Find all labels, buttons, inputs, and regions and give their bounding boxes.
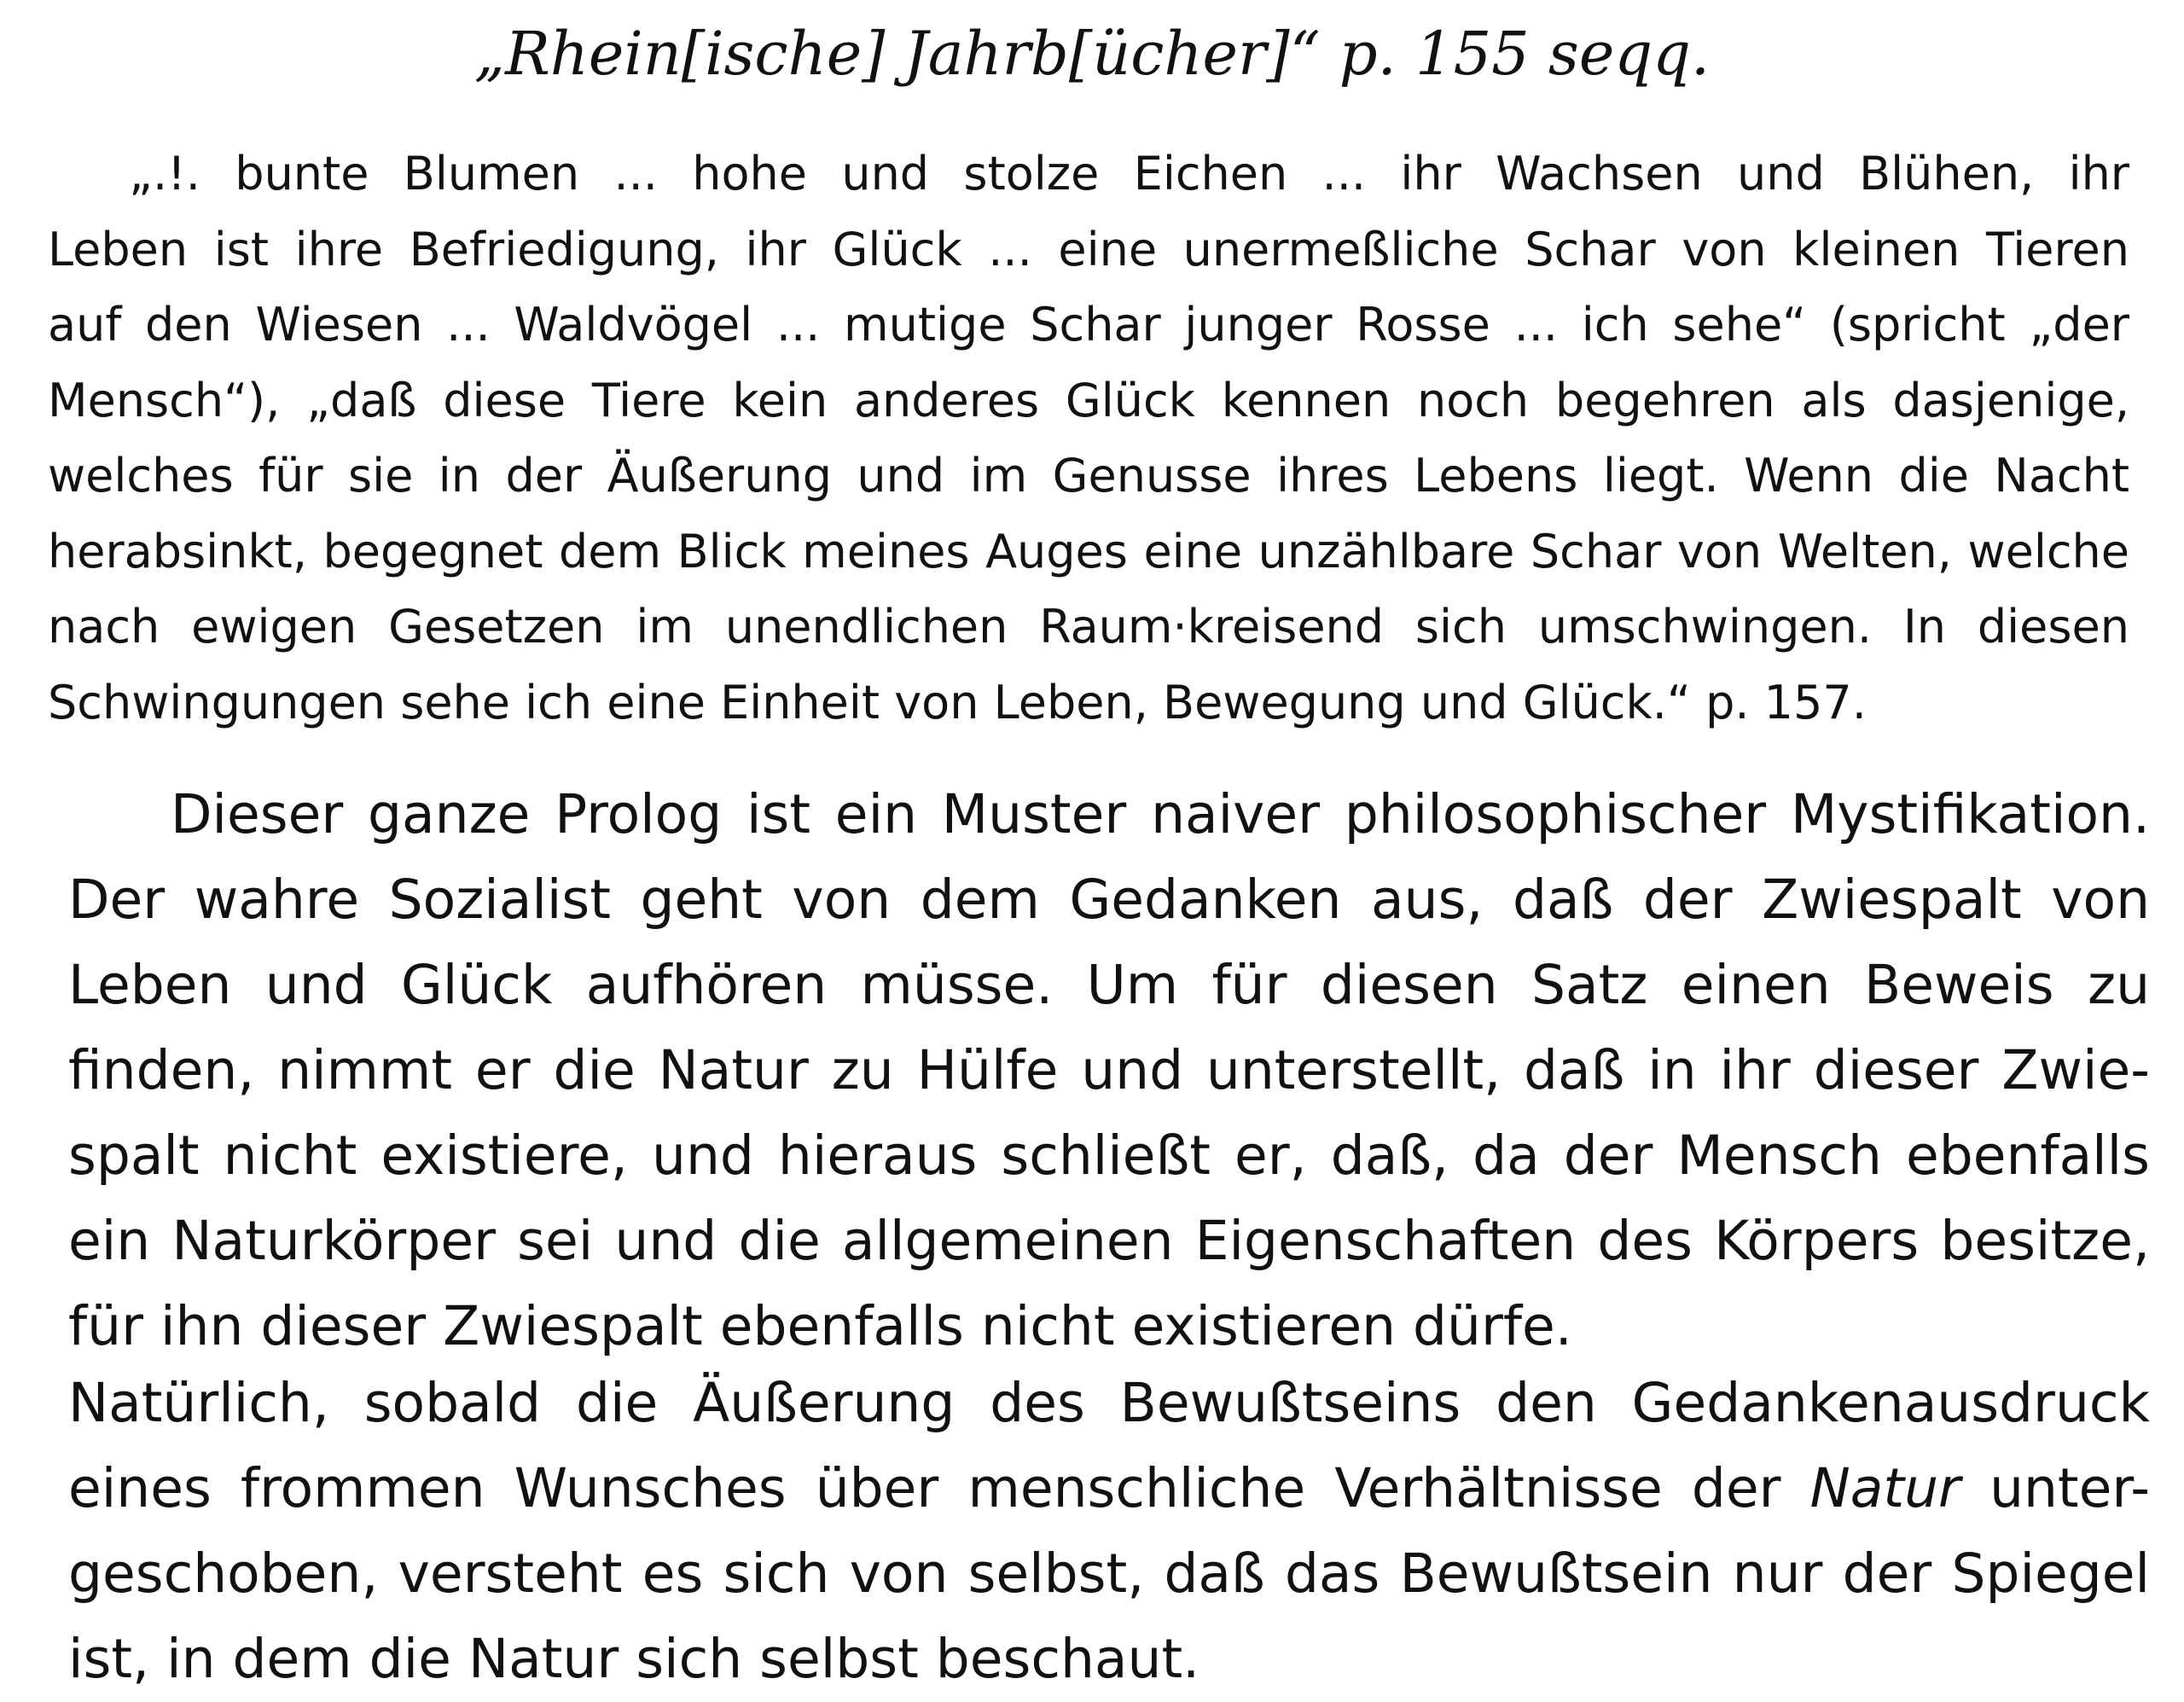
line-text-before: eines frommen Wunsches über menschliche Verhältnisse der bbox=[68, 1457, 1810, 1519]
paragraph-line: ein Naturkörper sei und die allgemeinen Eigenschaften des Körpers besitze, bbox=[68, 1210, 2150, 1272]
quote-line: „.!. bunte Blumen ... hohe und stolze Eichen ... ihr Wachsen und Blühen, ihr bbox=[129, 147, 2129, 200]
paragraph-line-with-emphasis bbox=[68, 1446, 2150, 1531]
paragraph-line: finden, nimmt er die Natur zu Hülfe und unterstellt, daß in ihr dieser Zwie- bbox=[68, 1039, 2150, 1101]
paragraph-line: für ihn dieser Zwiespalt ebenfalls nicht existieren dürfe. bbox=[68, 1295, 1572, 1357]
paragraph-prolog-critique bbox=[68, 772, 2150, 1369]
quote-line: welches für sie in der Äußerung und im Genusse ihres Lebens liegt. Wenn die Nacht bbox=[48, 449, 2129, 502]
paragraph-line: Leben und Glück aufhören müsse. Um für diesen Satz einen Beweis zu bbox=[68, 954, 2150, 1016]
emphasized-word-natur: Natur bbox=[1809, 1457, 1960, 1519]
quote-line: Schwingungen sehe ich eine Einheit von Leben, Bewegung und Glück.“ p. 157. bbox=[48, 675, 1867, 729]
paragraph-line: ist, in dem die Natur sich selbst beschaut. bbox=[68, 1628, 1200, 1690]
quotation-block bbox=[48, 137, 2129, 741]
quote-line: Mensch“), „daß diese Tiere kein anderes Glück kennen noch begehren als dasjenige, bbox=[48, 373, 2129, 427]
paragraph-consciousness-mirror bbox=[68, 1361, 2150, 1702]
paragraph-line: spalt nicht existiere, und hieraus schließt er, daß, da der Mensch ebenfalls bbox=[68, 1124, 2150, 1187]
quote-line: Leben ist ihre Befriedigung, ihr Glück ... eine unermeßliche Schar von kleinen Tieren bbox=[48, 222, 2129, 276]
quote-line: auf den Wiesen ... Waldvögel ... mutige Schar junger Rosse ... ich sehe“ (spricht „der bbox=[48, 298, 2129, 351]
paragraph-line: Dieser ganze Prolog ist ein Muster naiver philosophischer Mystifikation. bbox=[171, 783, 2150, 845]
paragraph-line: Der wahre Sozialist geht von dem Gedanken aus, daß der Zwiespalt von bbox=[68, 868, 2150, 931]
quote-line: nach ewigen Gesetzen im unendlichen Raum·kreisend sich umschwingen. In diesen bbox=[48, 600, 2129, 653]
paragraph-line: geschoben, versteht es sich von selbst, daß das Bewußtsein nur der Spiegel bbox=[68, 1542, 2150, 1605]
quote-line: herabsinkt, begegnet dem Blick meines Auges eine unzählbare Schar von Welten, welche bbox=[48, 524, 2129, 578]
page-heading: „Rhein[ische] Jahrb[ücher]“ p. 155 seqq. bbox=[473, 19, 1711, 89]
paragraph-line: Natürlich, sobald die Äußerung des Bewußtseins den Gedankenausdruck bbox=[68, 1372, 2150, 1434]
line-text-after: unter- bbox=[1960, 1457, 2150, 1519]
